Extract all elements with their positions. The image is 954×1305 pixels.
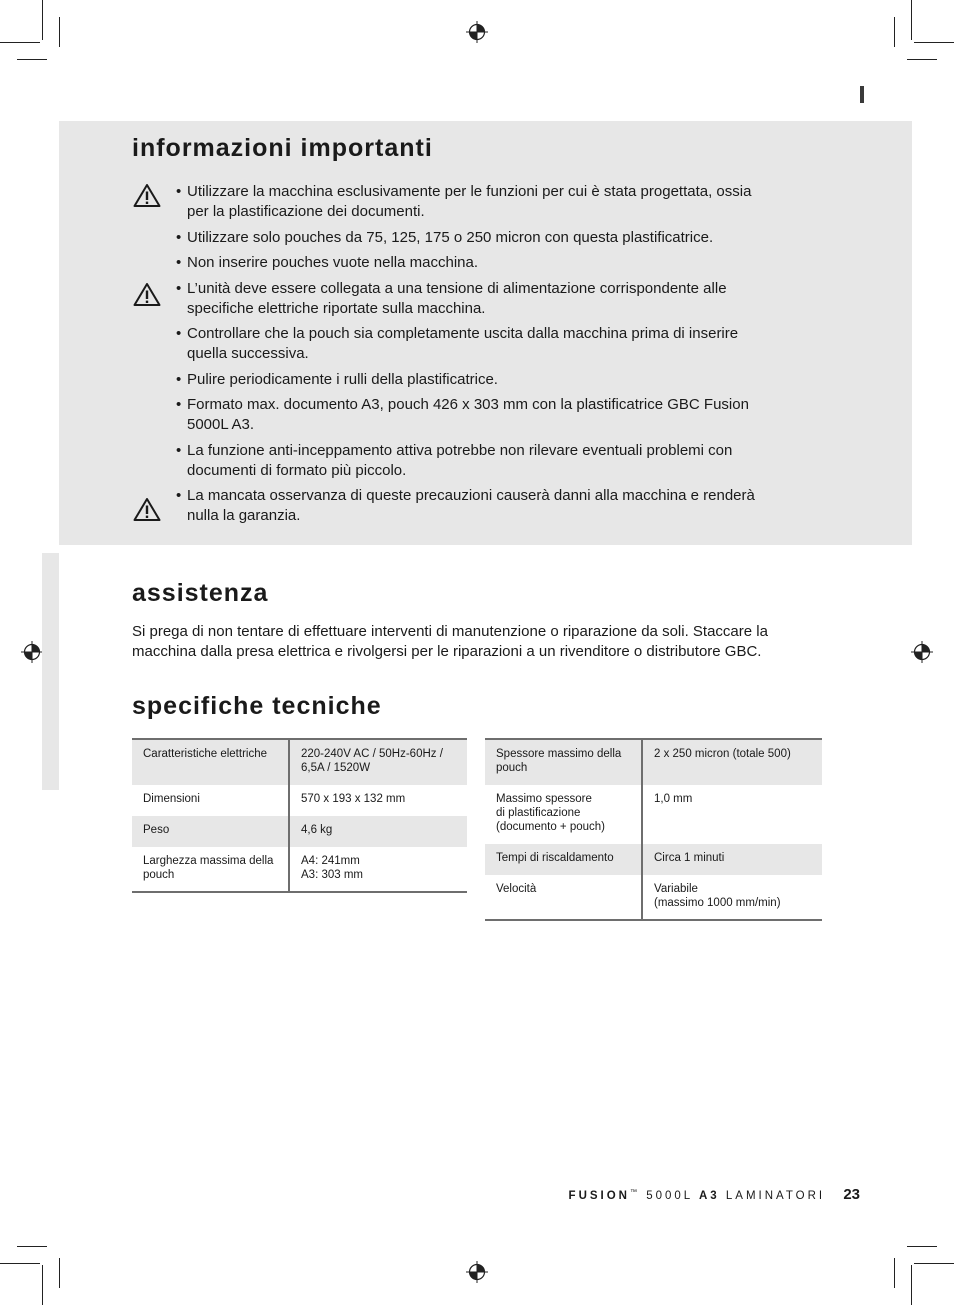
- assistance-title: assistenza: [132, 579, 269, 607]
- spec-label: Dimensioni: [132, 785, 289, 816]
- crop-mark: [914, 42, 954, 43]
- spec-value: 570 x 193 x 132 mm: [301, 793, 406, 805]
- crop-mark: [894, 17, 895, 47]
- footer-model: 5000L: [646, 1190, 693, 1202]
- list-item: • La funzione anti-inceppamento attiva potrebbe non rilevare eventuali problemi con documenti di formato più piccolo.: [176, 441, 733, 479]
- language-marker: [860, 86, 864, 103]
- list-item: • Formato max. documento A3, pouch 426 x 303 mm con la plastificatrice GBC Fusion 5000L A3.: [176, 396, 749, 433]
- crop-mark: [907, 59, 937, 60]
- crop-mark: [907, 1246, 937, 1247]
- spec-label: Spessore massimo della pouch: [485, 739, 642, 785]
- spec-value: Variabile (massimo 1000 mm/min): [654, 883, 781, 909]
- crop-mark: [914, 1263, 954, 1264]
- crop-mark: [0, 1263, 40, 1264]
- warning-icon: [133, 183, 161, 208]
- spec-label: Massimo spessore di plastificazione (documento + pouch): [485, 785, 642, 844]
- assistance-text: Si prega di non tentare di effettuare interventi di manutenzione o riparazione da soli. Staccare la macchina dalla presa elettrica e rivolgersi per le riparazioni a un rivenditore o distributore GBC.: [132, 623, 768, 660]
- footer-trademark: ™: [630, 1189, 637, 1197]
- specs-table-right: [485, 738, 822, 921]
- specs-table-left: [132, 738, 467, 893]
- important-info-list: [176, 182, 776, 532]
- spec-value: 4,6 kg: [289, 816, 467, 847]
- specs-title: specifiche tecniche: [132, 692, 382, 720]
- page-footer: [569, 1186, 860, 1203]
- spec-label: Tempi di riscaldamento: [485, 844, 642, 875]
- footer-category: LAMINATORI: [725, 1190, 826, 1202]
- list-item: • L’unità deve essere collegata a una tensione di alimentazione corrispondente alle specifiche elettriche riportate sulla macchina.: [176, 279, 727, 317]
- list-item: • Non inserire pouches vuote nella macchina.: [176, 254, 478, 271]
- warning-icon: [133, 497, 161, 522]
- list-item: • Controllare che la pouch sia completamente uscita dalla macchina prima di inserire quella successiva.: [176, 325, 739, 362]
- crop-mark: [0, 42, 40, 43]
- list-item: • Utilizzare la macchina esclusivamente per le funzioni per cui è stata progettata, ossia per la plastificazione dei documenti.: [176, 183, 752, 220]
- spec-label: Caratteristiche elettriche: [132, 739, 289, 785]
- registration-mark-icon: [911, 641, 933, 663]
- crop-mark: [911, 0, 912, 40]
- crop-mark: [17, 59, 47, 60]
- table-row: [132, 847, 467, 892]
- page-number: 23: [843, 1186, 860, 1203]
- spec-label: Velocità: [485, 875, 642, 920]
- crop-mark: [59, 17, 60, 47]
- list-item: • Pulire periodicamente i rulli della plastificatrice.: [176, 370, 498, 388]
- spec-value: Circa 1 minuti: [642, 844, 822, 875]
- spec-value: A4: 241mm A3: 303 mm: [301, 855, 363, 881]
- registration-mark-icon: [21, 641, 43, 663]
- spec-value: 1,0 mm: [654, 793, 693, 805]
- list-item: • La mancata osservanza di queste precauzioni causerà danni alla macchina e renderà nulla la garanzia.: [176, 487, 755, 524]
- side-tab-strip: [42, 553, 59, 790]
- registration-mark-icon: [466, 21, 488, 43]
- table-row: [485, 875, 822, 920]
- table-row: [132, 739, 467, 785]
- crop-mark: [894, 1258, 895, 1288]
- important-info-title: informazioni importanti: [132, 134, 433, 162]
- table-row: [132, 816, 467, 847]
- spec-value: 2 x 250 micron (totale 500): [642, 739, 822, 785]
- warning-icon: [133, 282, 161, 307]
- table-row: [485, 844, 822, 875]
- crop-mark: [42, 1265, 43, 1305]
- spec-label: Peso: [132, 816, 289, 847]
- footer-brand: FUSION: [568, 1190, 630, 1202]
- footer-format: A3: [698, 1190, 720, 1202]
- table-row: [132, 785, 467, 816]
- crop-mark: [17, 1246, 47, 1247]
- table-row: [485, 739, 822, 785]
- spec-value: 220-240V AC / 50Hz-60Hz / 6,5A / 1520W: [289, 739, 467, 785]
- table-row: [485, 785, 822, 844]
- registration-mark-icon: [466, 1261, 488, 1283]
- crop-mark: [59, 1258, 60, 1288]
- spec-label: Larghezza massima della pouch: [132, 847, 289, 892]
- list-item: • Utilizzare solo pouches da 75, 125, 175 o 250 micron con questa plastificatrice.: [176, 228, 714, 246]
- crop-mark: [42, 0, 43, 40]
- crop-mark: [911, 1265, 912, 1305]
